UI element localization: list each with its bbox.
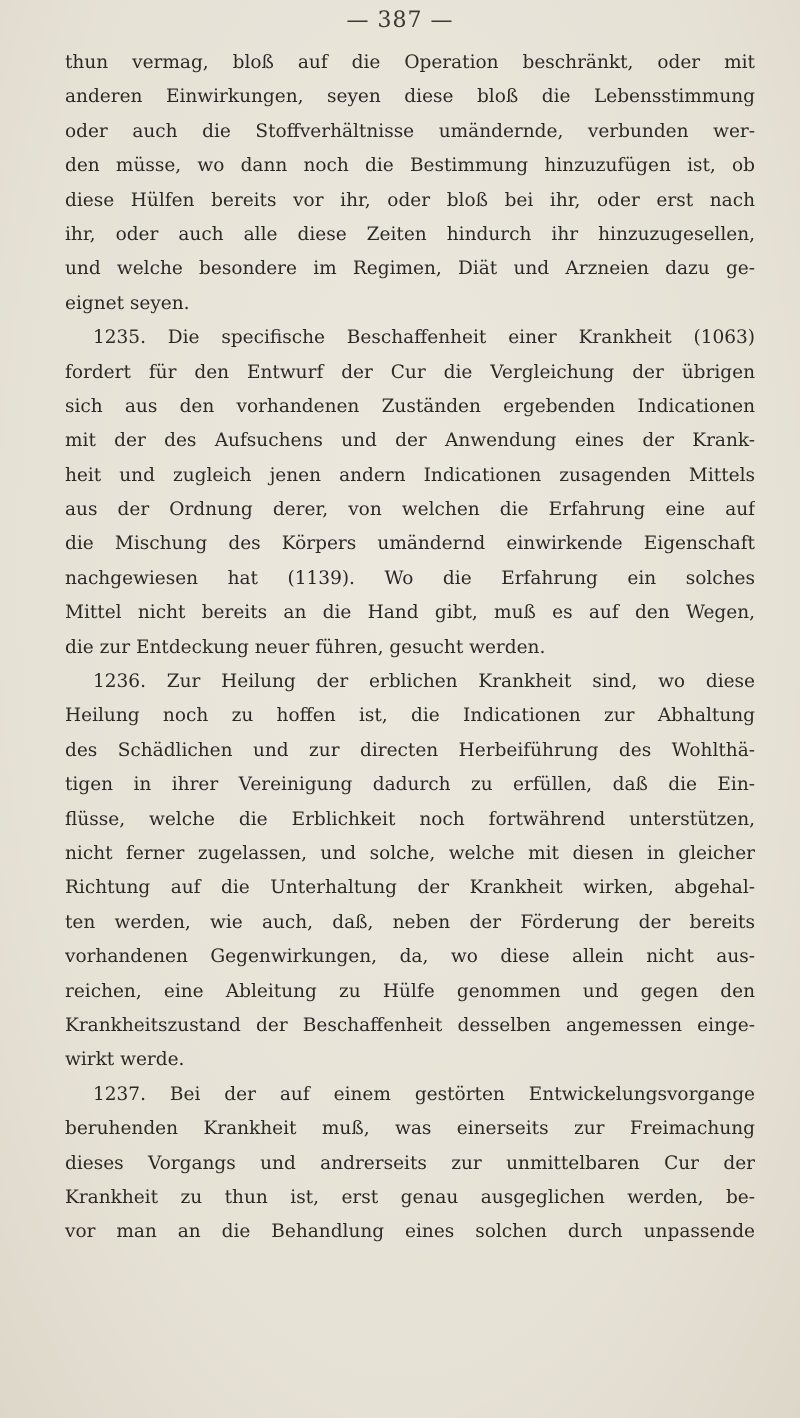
text-line: ihr, oder auch alle diese Zeiten hindurch ihr hinzuzugesellen, — [65, 223, 755, 245]
text-line: aus der Ordnung derer, von welchen die Erfahrung eine auf — [65, 499, 755, 521]
text-line: sich aus den vorhandenen Zuständen ergebenden Indicationen — [65, 395, 755, 417]
text-line: vor man an die Behandlung eines solchen durch unpassende — [65, 1221, 755, 1243]
text-line: thun vermag, bloß auf die Operation beschränkt, oder mit — [65, 52, 755, 73]
text-line: Mittel nicht bereits an die Hand gibt, muß es auf den Wegen, — [65, 602, 755, 624]
text-line: die Mischung des Körpers umändernd einwirkende Eigenschaft — [65, 533, 755, 555]
text-line: vorhandenen Gegenwirkungen, da, wo diese allein nicht aus- — [65, 946, 755, 968]
paragraph-1236-start: 1236. Zur Heilung der erblichen Krankheit sind, wo diese — [93, 671, 755, 693]
text-line: anderen Einwirkungen, seyen diese bloß die Lebensstimmung — [65, 86, 755, 108]
paragraph-1237-start: 1237. Bei der auf einem gestörten Entwickelungsvorgange — [93, 1083, 755, 1105]
text-line: wirkt werde. — [65, 1049, 185, 1071]
text-line: fordert für den Entwurf der Cur die Vergleichung der übrigen — [65, 361, 755, 383]
text-line: Krankheitszustand der Beschaffenheit desselben angemessen einge- — [65, 1014, 755, 1036]
text-line: reichen, eine Ableitung zu Hülfe genommen und gegen den — [65, 980, 755, 1002]
text-line: dieses Vorgangs und andrerseits zur unmittelbaren Cur der — [65, 1152, 755, 1174]
text-line: beruhenden Krankheit muß, was einerseits zur Freimachung — [65, 1118, 755, 1140]
text-line: Heilung noch zu hoffen ist, die Indicationen zur Abhaltung — [65, 705, 755, 727]
text-line: ten werden, wie auch, daß, neben der Förderung der bereits — [65, 911, 755, 933]
text-line: des Schädlichen und zur directen Herbeiführung des Wohlthä- — [65, 739, 755, 761]
text-line: heit und zugleich jenen andern Indicationen zusagenden Mittels — [65, 464, 755, 486]
text-line: diese Hülfen bereits vor ihr, oder bloß bei ihr, oder erst nach — [65, 189, 755, 211]
paragraph-1235-start: 1235. Die specifische Beschaffenheit einer Krankheit (1063) — [93, 327, 755, 349]
text-line: die zur Entdeckung neuer führen, gesucht werden. — [65, 636, 546, 658]
text-line: den müsse, wo dann noch die Bestimmung hinzuzufügen ist, ob — [65, 155, 755, 177]
body-text — [65, 46, 755, 1250]
text-line: Richtung auf die Unterhaltung der Krankheit wirken, abgehal- — [65, 877, 755, 899]
page-number: — 387 — — [346, 8, 454, 33]
text-line: eignet seyen. — [65, 292, 190, 314]
text-line: nicht ferner zugelassen, und solche, welche mit diesen in gleicher — [65, 842, 755, 864]
text-line: tigen in ihrer Vereinigung dadurch zu erfüllen, daß die Ein- — [65, 774, 755, 796]
text-line: Krankheit zu thun ist, erst genau ausgeglichen werden, be- — [65, 1186, 755, 1208]
text-line: flüsse, welche die Erblichkeit noch fortwährend unterstützen, — [65, 808, 755, 830]
text-line: oder auch die Stoffverhältnisse umändernde, verbunden wer- — [65, 120, 755, 142]
text-line: nachgewiesen hat (1139). Wo die Erfahrung ein solches — [65, 567, 755, 589]
text-line: und welche besondere im Regimen, Diät und Arzneien dazu ge- — [65, 258, 755, 280]
text-line: mit der des Aufsuchens und der Anwendung eines der Krank- — [65, 430, 755, 452]
